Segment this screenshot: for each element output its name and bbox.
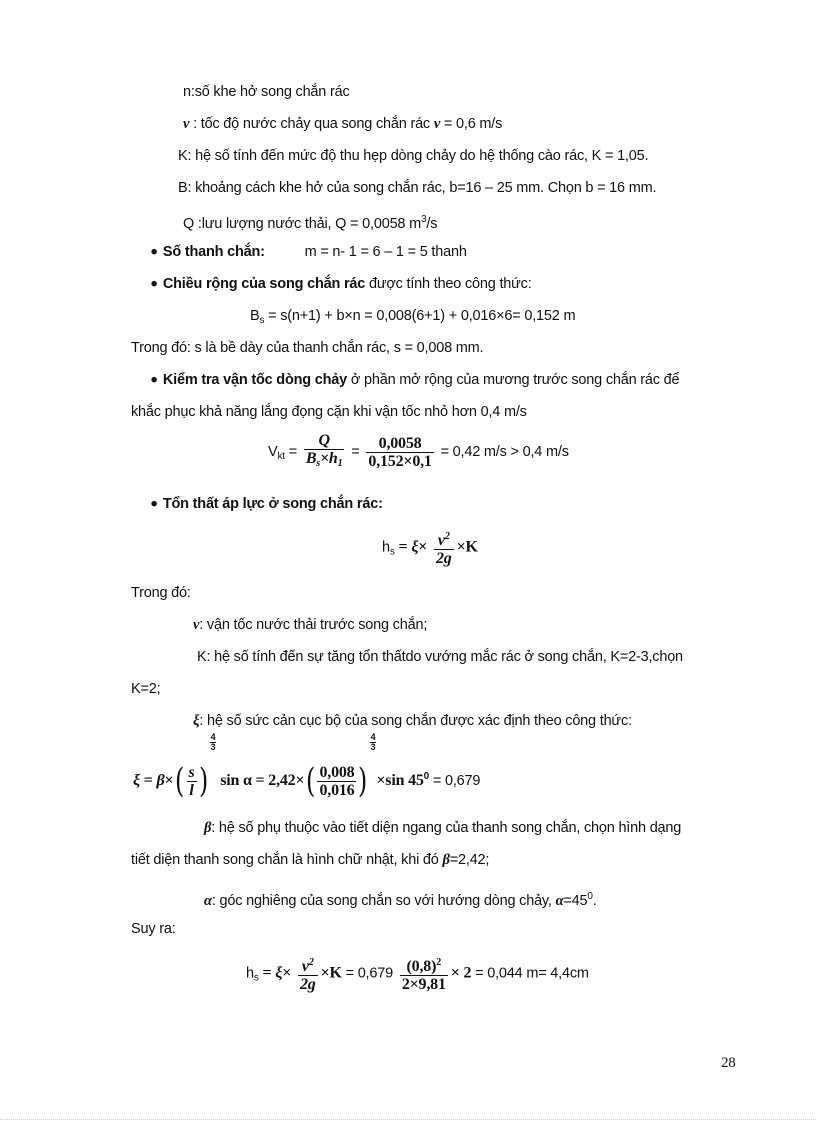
final-frac2-sup: 2 <box>436 957 442 968</box>
final-eq: = <box>258 964 276 982</box>
beta-definition <box>204 819 681 837</box>
beta-text: : hệ số phụ thuộc vào tiết diện ngang của thanh song chắn, chọn hình dạng <box>211 820 682 836</box>
xi-frac2-num: 0,008 <box>319 763 355 781</box>
xi-fraction-1 <box>187 764 197 799</box>
xi-times: × <box>164 772 174 789</box>
hs-times: × <box>418 538 428 556</box>
bs-lhs: B <box>250 308 260 324</box>
xi-definition <box>193 712 632 730</box>
exp2-den: 3 <box>370 742 376 752</box>
v-definition <box>183 115 502 133</box>
xi-sin: sin α = 2,42× <box>216 772 305 789</box>
final-k: ×K <box>320 964 342 982</box>
so-thanh-formula: m = n- 1 = 6 – 1 = 5 thanh <box>304 244 467 260</box>
kiem-tra-line2: khắc phục khả năng lắng đọng cặn khi vận tốc nhỏ hơn 0,4 m/s <box>131 404 527 420</box>
v-symbol-3: v <box>193 617 200 633</box>
trong-do-2: Trong đó: <box>131 585 191 601</box>
hs-den: 2g <box>435 550 452 567</box>
final-num-sup: 2 <box>308 957 314 968</box>
hs-num-v: v <box>437 532 445 549</box>
equation-bs <box>250 307 575 330</box>
alpha-symbol: α <box>204 893 212 909</box>
vkt-lhs: V <box>268 443 278 460</box>
alpha-value: =45 <box>563 893 588 909</box>
equation-final <box>246 954 589 997</box>
beta-symbol-3: β <box>442 852 450 868</box>
vkt-fraction-1 <box>304 432 345 472</box>
xi-eq: = <box>140 772 157 789</box>
kiem-tra-tail: ở phần mở rộng của mương trước song chắn rác để <box>347 372 680 388</box>
v-text: : tốc độ nước chảy qua song chắn rác <box>189 116 434 132</box>
exp1-den: 3 <box>210 742 216 752</box>
vkt-frac1-den-b: B <box>305 450 317 467</box>
alpha-symbol-2: α <box>555 893 564 909</box>
vkt-fraction-2 <box>366 435 433 470</box>
kiem-tra-label: Kiểm tra vận tốc dòng chảy <box>162 372 348 388</box>
hs-fraction <box>434 528 454 567</box>
final-result: = 0,044 m= 4,4cm <box>471 965 589 982</box>
k-definition-2: K: hệ số tính đến sự tăng tổn thấtdo vướng mắc rác ở song chắn, K=2-3,chọn <box>197 649 683 665</box>
xi-frac2-den: 0,016 <box>319 781 355 799</box>
v-text-2: : vận tốc nước thải trước song chắn; <box>199 617 428 633</box>
bullet-icon: ⚫ <box>149 373 159 387</box>
equation-xi <box>133 732 481 803</box>
hs-k: ×K <box>456 538 478 556</box>
vkt-sub: kt <box>277 450 285 462</box>
xi-exponent-1 <box>210 733 217 752</box>
bullet-ton-that <box>149 495 383 513</box>
alpha-end: . <box>592 893 597 909</box>
v-value: = 0,6 m/s <box>440 116 503 132</box>
final-frac2-den: 2×9,81 <box>401 976 446 993</box>
alpha-definition <box>204 888 597 910</box>
vkt-result: = 0,42 m/s > 0,4 m/s <box>440 443 569 460</box>
beta-symbol: β <box>156 772 165 789</box>
vkt-frac1-den-sub2: 1 <box>337 458 343 469</box>
final-xi: ξ <box>275 964 283 982</box>
xi-tail: ×sin 45 <box>376 772 424 789</box>
bullet-kiem-tra <box>149 371 679 389</box>
xi-frac1-num: s <box>188 763 195 781</box>
xi-tail-sup: 0 <box>423 771 430 782</box>
vkt-frac1-den-mid: ×h <box>320 450 338 467</box>
final-num-v: v <box>301 958 309 975</box>
beta-symbol-2: β <box>204 820 212 836</box>
beta-line2-pre: tiết diện thanh song chắn là hình chữ nhật, khi đó <box>131 852 443 868</box>
alpha-text: : góc nghiêng của song chắn so với hướng dòng chảy, <box>211 893 556 909</box>
xi-symbol-2: ξ <box>193 713 200 729</box>
vkt-eq: = <box>284 443 301 460</box>
k-definition-2-line2: K=2; <box>131 681 161 697</box>
hs-num <box>434 528 454 550</box>
bullet-so-thanh <box>149 243 467 261</box>
final-times2: × 2 <box>450 964 472 982</box>
ton-that-label: Tổn thất áp lực ở song chắn rác: <box>162 496 383 512</box>
xi-exponent-2 <box>370 733 377 752</box>
hs-eq: = <box>394 538 412 556</box>
chieu-rong-tail: được tính theo công thức: <box>365 276 532 292</box>
xi-text: : hệ số sức cản cục bộ của song chắn được xác định theo công thức: <box>199 713 632 729</box>
chieu-rong-label: Chiều rộng của song chắn rác <box>162 276 366 292</box>
final-frac2-num-text: (0,8) <box>406 958 437 975</box>
final-val: = 0,679 <box>341 965 393 982</box>
q-text: Q :lưu lượng nước thải, Q = 0,0058 m <box>183 216 422 232</box>
beta-line2-post: =2,42; <box>449 852 490 868</box>
exp2-num: 4 <box>370 732 376 742</box>
final-num <box>298 954 318 976</box>
q-sup: 3 <box>421 214 427 225</box>
v-definition-2 <box>193 616 427 634</box>
page-number: 28 <box>721 1055 736 1071</box>
vkt-frac2-den: 0,152×0,1 <box>368 452 432 470</box>
vkt-frac1-den <box>304 450 345 472</box>
b-definition: B: khoảng cách khe hở của song chắn rác, b=16 – 25 mm. Chọn b = 16 mm. <box>178 180 657 196</box>
final-sub: s <box>253 972 259 984</box>
hs-sub: s <box>389 546 395 558</box>
vkt-frac1-num: Q <box>304 432 345 450</box>
k-definition: K: hệ số tính đến mức độ thu hẹp dòng chảy do hệ thống cào rác, K = 1,05. <box>178 148 649 164</box>
paren-open-2: ( <box>306 761 316 802</box>
so-thanh-label: Số thanh chắn: <box>162 244 265 260</box>
bs-sub: s <box>259 315 265 326</box>
hs-num-sup: 2 <box>444 531 450 542</box>
paren-close: ) <box>198 761 208 802</box>
xi-fraction-2 <box>317 764 356 799</box>
paren-open: ( <box>175 761 185 802</box>
footer-divider <box>0 1119 816 1120</box>
equation-vkt: $V_{kt}$ = $\frac{Q}{B_s\times h_1}$ = $\frac{0,0058}{0,152\times 0,1}$ = 0,42 m/s > 0,4 m/s <box>268 432 569 476</box>
xi-result: = 0,679 <box>429 773 481 789</box>
final-times: × <box>282 964 292 982</box>
paren-close-2: ) <box>358 761 368 802</box>
v-symbol-2: v <box>433 116 441 132</box>
final-frac2-num <box>400 954 448 976</box>
xi-symbol: ξ <box>411 538 419 556</box>
bullet-icon: ⚫ <box>149 245 159 259</box>
final-fraction-1 <box>298 954 318 993</box>
final-fraction-2 <box>400 954 448 993</box>
q-definition <box>183 211 437 233</box>
final-den: 2g <box>299 976 316 993</box>
exp1-num: 4 <box>210 732 216 742</box>
equation-hs <box>382 528 478 571</box>
q-tail: /s <box>426 216 438 232</box>
vkt-frac2-num: 0,0058 <box>366 435 433 453</box>
alpha-sup: 0 <box>587 891 593 902</box>
bs-rhs: = s(n+1) + b×n = 0,008(6+1) + 0,016×6= 0,152 m <box>264 308 576 324</box>
xi-lhs: ξ <box>133 772 140 789</box>
final-lhs: h <box>246 965 254 982</box>
bullet-icon: ⚫ <box>149 497 159 511</box>
xi-frac1-den: l <box>189 781 194 799</box>
n-definition: n:số khe hở song chắn rác <box>183 84 350 100</box>
v-symbol: v <box>183 116 190 132</box>
beta-definition-line2 <box>131 851 489 869</box>
bullet-icon: ⚫ <box>149 277 159 291</box>
trong-do-1: Trong đó: s là bề dày của thanh chắn rác, s = 0,008 mm. <box>131 340 484 356</box>
hs-lhs: h <box>382 539 390 556</box>
bullet-chieu-rong <box>149 275 532 293</box>
vkt-frac1-den-sub: s <box>316 458 320 469</box>
suy-ra: Suy ra: <box>131 921 176 937</box>
